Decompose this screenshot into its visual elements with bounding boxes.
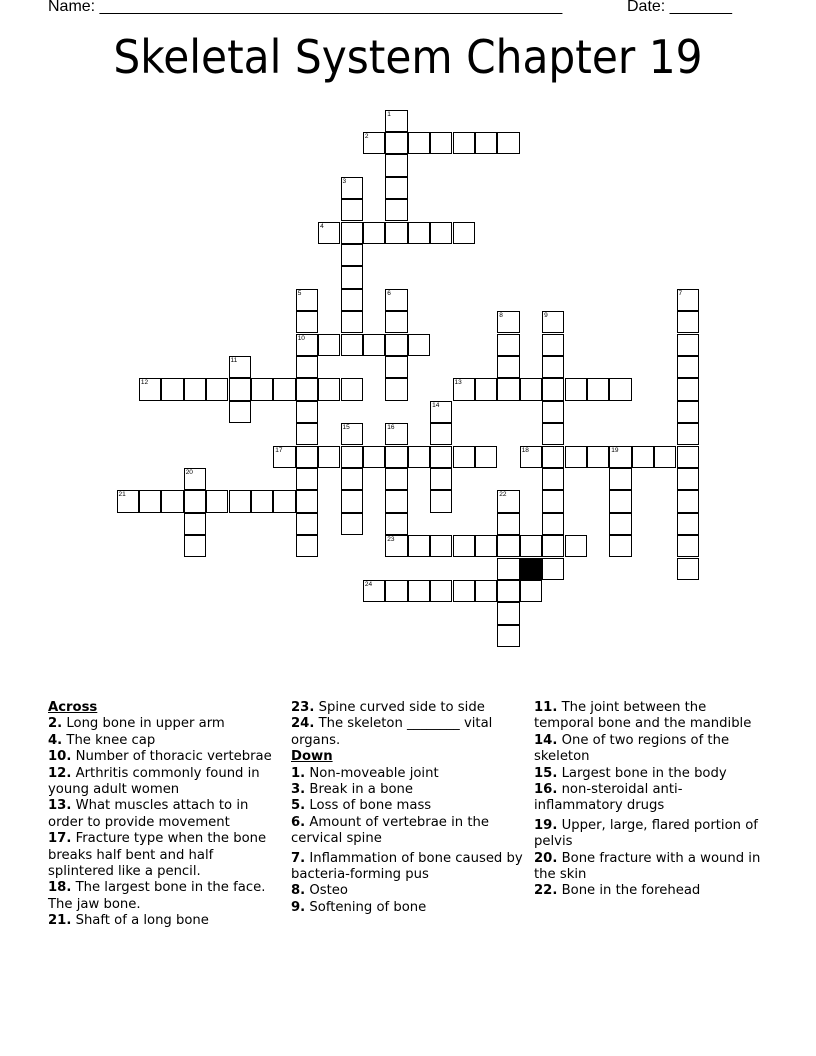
grid-cell[interactable]: [542, 334, 564, 356]
grid-cell[interactable]: [296, 423, 318, 445]
grid-cell[interactable]: [632, 446, 654, 468]
grid-cell[interactable]: [677, 289, 699, 311]
grid-cell[interactable]: [385, 177, 407, 199]
grid-cell[interactable]: [318, 334, 340, 356]
grid-cell[interactable]: [520, 580, 542, 602]
grid-cell[interactable]: [385, 311, 407, 333]
grid-cell[interactable]: [385, 154, 407, 176]
clues-column-1: [48, 700, 283, 930]
grid-cell[interactable]: [341, 490, 363, 512]
grid-cell[interactable]: [430, 446, 452, 468]
cell-number: 9: [544, 312, 548, 320]
clue-across-13: 13. What muscles attach to in order to provide movement: [48, 798, 249, 830]
cell-number: 12: [140, 379, 149, 387]
grid-cell[interactable]: [296, 535, 318, 557]
clues-column-2: [291, 700, 526, 916]
clue-down-9: 9. Softening of bone: [291, 899, 427, 915]
grid-cell[interactable]: [677, 446, 699, 468]
grid-cell[interactable]: [117, 490, 139, 512]
cell-number: 4: [320, 222, 324, 230]
grid-cell[interactable]: [453, 222, 475, 244]
crossword-grid: [117, 110, 717, 650]
grid-cell[interactable]: [430, 423, 452, 445]
grid-cell[interactable]: [385, 199, 407, 221]
grid-cell[interactable]: [184, 490, 206, 512]
grid-cell[interactable]: [430, 490, 452, 512]
cell-number: 11: [230, 356, 238, 364]
cell-number: 5: [297, 289, 302, 297]
grid-cell[interactable]: [408, 334, 430, 356]
grid-cell[interactable]: [408, 580, 430, 602]
grid-cell[interactable]: [654, 446, 676, 468]
grid-cell[interactable]: [542, 535, 564, 557]
name-field[interactable]: Name: ____________________________________________________: [48, 0, 563, 15]
grid-cell[interactable]: [677, 490, 699, 512]
grid-cell[interactable]: [229, 490, 251, 512]
grid-cell[interactable]: [497, 580, 519, 602]
across-heading: Across: [48, 700, 98, 715]
grid-cell[interactable]: [161, 490, 183, 512]
grid-cell[interactable]: [542, 468, 564, 490]
grid-cell[interactable]: [363, 334, 385, 356]
grid-cell[interactable]: [385, 580, 407, 602]
cell-number: 2: [364, 132, 369, 140]
clue-across-17: 17. Fracture type when the bone breaks half bent and half splintered like a pencil.: [48, 831, 267, 880]
grid-cell[interactable]: [497, 602, 519, 624]
grid-cell[interactable]: [475, 580, 497, 602]
grid-cell[interactable]: [609, 535, 631, 557]
page-title: Skeletal System Chapter 19: [113, 30, 703, 84]
grid-cell[interactable]: [273, 490, 295, 512]
grid-cell[interactable]: [565, 446, 587, 468]
cell-number: 19: [611, 446, 619, 454]
clue-across-4: 4. The knee cap: [48, 732, 156, 748]
grid-cell[interactable]: [497, 513, 519, 535]
grid-cell[interactable]: [587, 378, 609, 400]
grid-cell[interactable]: [430, 468, 452, 490]
grid-cell[interactable]: [677, 423, 699, 445]
clue-down-14: 14. One of two regions of the skeleton: [534, 732, 730, 765]
clue-down-5: 5. Loss of bone mass: [291, 798, 432, 814]
grid-cell[interactable]: [296, 356, 318, 378]
grid-cell[interactable]: [609, 490, 631, 512]
grid-cell[interactable]: [385, 423, 407, 445]
grid-cell[interactable]: [341, 244, 363, 266]
grid-cell[interactable]: [520, 378, 542, 400]
grid-cell[interactable]: [475, 446, 497, 468]
cell-number: 14: [432, 401, 440, 409]
clue-across-2: 2. Long bone in upper arm: [48, 716, 225, 732]
cell-number: 24: [364, 580, 373, 588]
grid-cell[interactable]: [520, 446, 542, 468]
grid-cell[interactable]: [229, 378, 251, 400]
grid-cell[interactable]: [453, 580, 475, 602]
clue-down-22: 22. Bone in the forehead: [534, 883, 701, 899]
grid-cell[interactable]: [341, 446, 363, 468]
grid-cell[interactable]: [408, 222, 430, 244]
grid-cell[interactable]: [161, 378, 183, 400]
clue-down-6: 6. Amount of vertebrae in the cervical spine: [291, 814, 489, 847]
grid-cell[interactable]: [542, 513, 564, 535]
grid-cell[interactable]: [453, 378, 475, 400]
grid-cell[interactable]: [497, 356, 519, 378]
grid-cell[interactable]: [206, 378, 228, 400]
grid-cell[interactable]: [184, 468, 206, 490]
cell-number: 21: [118, 491, 126, 499]
grid-cell[interactable]: [497, 334, 519, 356]
grid-cell[interactable]: [677, 311, 699, 333]
grid-cell[interactable]: [520, 535, 542, 557]
date-field[interactable]: Date: _______: [627, 0, 732, 15]
cell-number: 16: [387, 424, 395, 432]
grid-cell[interactable]: [341, 513, 363, 535]
down-heading: Down: [291, 749, 333, 765]
grid-cell[interactable]: [385, 356, 407, 378]
grid-cell[interactable]: [229, 401, 251, 423]
grid-cell[interactable]: [677, 401, 699, 423]
grid-cell[interactable]: [430, 401, 452, 423]
cell-number: 17: [275, 446, 283, 454]
grid-cell[interactable]: [341, 311, 363, 333]
grid-cell[interactable]: [296, 468, 318, 490]
black-cell: [520, 558, 542, 580]
grid-cell[interactable]: [430, 132, 452, 154]
grid-cell[interactable]: [677, 334, 699, 356]
cell-number: 8: [499, 312, 503, 320]
grid-cell[interactable]: [677, 558, 699, 580]
clue-across-23: 23. Spine curved side to side: [291, 700, 485, 715]
grid-cell[interactable]: [408, 535, 430, 557]
grid-cell[interactable]: [497, 378, 519, 400]
grid-cell[interactable]: [341, 266, 363, 288]
grid-cell[interactable]: [318, 378, 340, 400]
grid-cell[interactable]: [363, 132, 385, 154]
grid-cell[interactable]: [609, 468, 631, 490]
grid-cell[interactable]: [385, 490, 407, 512]
grid-cell[interactable]: [385, 289, 407, 311]
grid-cell[interactable]: [363, 222, 385, 244]
grid-cell[interactable]: [363, 580, 385, 602]
clue-across-21: 21. Shaft of a long bone: [48, 913, 209, 929]
grid-cell[interactable]: [363, 446, 385, 468]
grid-cell[interactable]: [385, 334, 407, 356]
cell-number: 13: [454, 379, 462, 387]
grid-cell[interactable]: [385, 222, 407, 244]
grid-cell[interactable]: [341, 289, 363, 311]
grid-cell[interactable]: [542, 558, 564, 580]
grid-cell[interactable]: [565, 535, 587, 557]
grid-cell[interactable]: [184, 378, 206, 400]
clue-across-18: 18. The largest bone in the face. The jaw bone.: [48, 880, 266, 912]
grid-cell[interactable]: [341, 468, 363, 490]
grid-cell[interactable]: [296, 334, 318, 356]
grid-cell[interactable]: [430, 535, 452, 557]
grid-cell[interactable]: [341, 378, 363, 400]
grid-cell[interactable]: [677, 513, 699, 535]
grid-cell[interactable]: [139, 490, 161, 512]
grid-cell[interactable]: [609, 378, 631, 400]
clue-down-11: 11. The joint between the temporal bone and the mandible: [534, 700, 752, 732]
grid-cell[interactable]: [542, 446, 564, 468]
grid-cell[interactable]: [296, 289, 318, 311]
grid-cell[interactable]: [453, 535, 475, 557]
grid-cell[interactable]: [273, 378, 295, 400]
cell-number: 7: [678, 289, 683, 297]
grid-cell[interactable]: [609, 446, 631, 468]
grid-cell[interactable]: [677, 378, 699, 400]
clue-down-19: 19. Upper, large, flared portion of pelvis: [534, 817, 758, 850]
grid-cell[interactable]: [385, 446, 407, 468]
grid-cell[interactable]: [251, 378, 273, 400]
clue-down-7: 7. Inflammation of bone caused by bacteria-forming pus: [291, 850, 523, 883]
clue-down-20: 20. Bone fracture with a wound in the skin: [534, 850, 761, 883]
grid-cell[interactable]: [408, 446, 430, 468]
grid-cell[interactable]: [296, 490, 318, 512]
cell-number: 6: [387, 289, 391, 297]
grid-cell[interactable]: [453, 132, 475, 154]
header: [48, 0, 748, 18]
grid-cell[interactable]: [139, 378, 161, 400]
grid-cell[interactable]: [296, 401, 318, 423]
clue-across-10: 10. Number of thoracic vertebrae: [48, 749, 272, 765]
grid-cell[interactable]: [497, 132, 519, 154]
cell-number: 22: [499, 491, 507, 499]
clue-across-12: 12. Arthritis commonly found in young adult women: [48, 765, 260, 798]
clues-column-3: [534, 700, 769, 900]
grid-cell[interactable]: [542, 311, 564, 333]
grid-cell[interactable]: [408, 132, 430, 154]
grid-cell[interactable]: [385, 468, 407, 490]
grid-cell[interactable]: [318, 222, 340, 244]
clue-down-16: 16. non-steroidal anti-inflammatory drugs: [534, 782, 683, 814]
grid-cell[interactable]: [565, 378, 587, 400]
grid-cell[interactable]: [385, 513, 407, 535]
grid-cell[interactable]: [385, 535, 407, 557]
grid-cell[interactable]: [475, 378, 497, 400]
grid-cell[interactable]: [542, 378, 564, 400]
grid-cell[interactable]: [341, 334, 363, 356]
grid-cell[interactable]: [251, 490, 273, 512]
grid-cell[interactable]: [296, 513, 318, 535]
grid-cell[interactable]: [430, 580, 452, 602]
grid-cell[interactable]: [184, 513, 206, 535]
grid-cell[interactable]: [385, 378, 407, 400]
grid-cell[interactable]: [677, 535, 699, 557]
grid-cell[interactable]: [497, 490, 519, 512]
clue-down-8: 8. Osteo: [291, 883, 348, 899]
cell-number: 23: [387, 536, 395, 544]
grid-cell[interactable]: [677, 356, 699, 378]
clue-down-1: 1. Non-moveable joint: [291, 765, 439, 781]
grid-cell[interactable]: [542, 401, 564, 423]
grid-cell[interactable]: [273, 446, 295, 468]
grid-cell[interactable]: [341, 177, 363, 199]
grid-cell[interactable]: [497, 311, 519, 333]
cell-number: 20: [185, 468, 193, 476]
grid-cell[interactable]: [497, 625, 519, 647]
clue-down-15: 15. Largest bone in the body: [534, 765, 727, 781]
clue-across-24: 24. The skeleton ________ vital organs.: [291, 716, 493, 748]
grid-cell[interactable]: [341, 222, 363, 244]
grid-cell[interactable]: [296, 378, 318, 400]
grid-cell[interactable]: [475, 535, 497, 557]
cell-number: 1: [387, 110, 391, 118]
grid-cell[interactable]: [475, 132, 497, 154]
cell-number: 15: [342, 424, 350, 432]
grid-cell[interactable]: [385, 110, 407, 132]
grid-cell[interactable]: [453, 446, 475, 468]
grid-cell[interactable]: [184, 535, 206, 557]
grid-cell[interactable]: [677, 468, 699, 490]
grid-cell[interactable]: [206, 490, 228, 512]
grid-cell[interactable]: [385, 132, 407, 154]
grid-cell[interactable]: [609, 513, 631, 535]
cell-number: 10: [297, 334, 305, 342]
grid-cell[interactable]: [341, 199, 363, 221]
grid-cell[interactable]: [296, 446, 318, 468]
grid-cell[interactable]: [542, 490, 564, 512]
grid-cell[interactable]: [296, 311, 318, 333]
cell-number: 18: [521, 446, 529, 454]
grid-cell[interactable]: [341, 423, 363, 445]
grid-cell[interactable]: [542, 423, 564, 445]
cell-number: 3: [342, 177, 347, 185]
grid-cell[interactable]: [542, 356, 564, 378]
grid-cell[interactable]: [430, 222, 452, 244]
grid-cell[interactable]: [497, 535, 519, 557]
grid-cell[interactable]: [229, 356, 251, 378]
clue-down-3: 3. Break in a bone: [291, 782, 413, 798]
grid-cell[interactable]: [587, 446, 609, 468]
grid-cell[interactable]: [497, 558, 519, 580]
grid-cell[interactable]: [318, 446, 340, 468]
